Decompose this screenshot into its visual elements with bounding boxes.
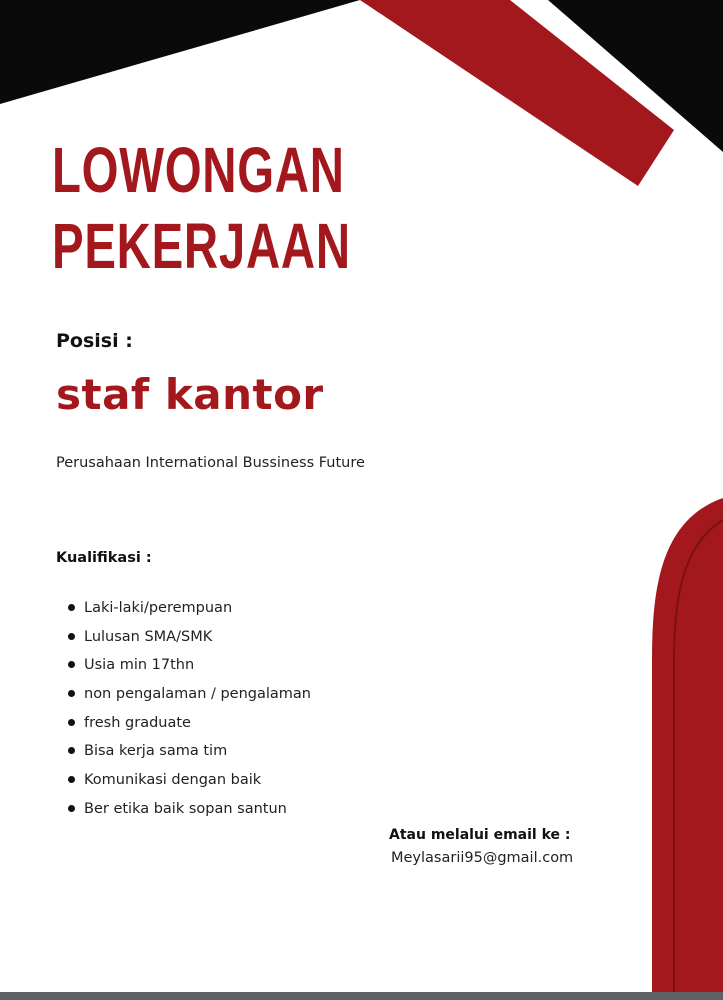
- headline-line-2: PEKERJAAN: [52, 210, 351, 282]
- bottom-bar: [0, 992, 723, 1000]
- page-title: [52, 132, 351, 284]
- company-name: Perusahaan International Bussiness Future: [56, 455, 365, 471]
- list-item: non pengalaman / pengalaman: [66, 683, 311, 712]
- position-value: staf kantor: [56, 370, 324, 419]
- qualifications-list: [66, 597, 311, 827]
- email-label: Atau melalui email ke :: [389, 827, 571, 843]
- list-item: fresh graduate: [66, 712, 311, 741]
- right-red-arch: [652, 498, 723, 1000]
- list-item: Komunikasi dengan baik: [66, 769, 311, 798]
- email-address: Meylasarii95@gmail.com: [391, 850, 574, 866]
- qualifications-label: Kualifikasi :: [56, 550, 152, 566]
- list-item: Ber etika baik sopan santun: [66, 798, 311, 827]
- list-item: Bisa kerja sama tim: [66, 740, 311, 769]
- position-label: Posisi :: [56, 330, 133, 352]
- list-item: Laki-laki/perempuan: [66, 597, 311, 626]
- list-item: Usia min 17thn: [66, 654, 311, 683]
- headline-line-1: LOWONGAN: [52, 134, 345, 206]
- list-item: Lulusan SMA/SMK: [66, 626, 311, 655]
